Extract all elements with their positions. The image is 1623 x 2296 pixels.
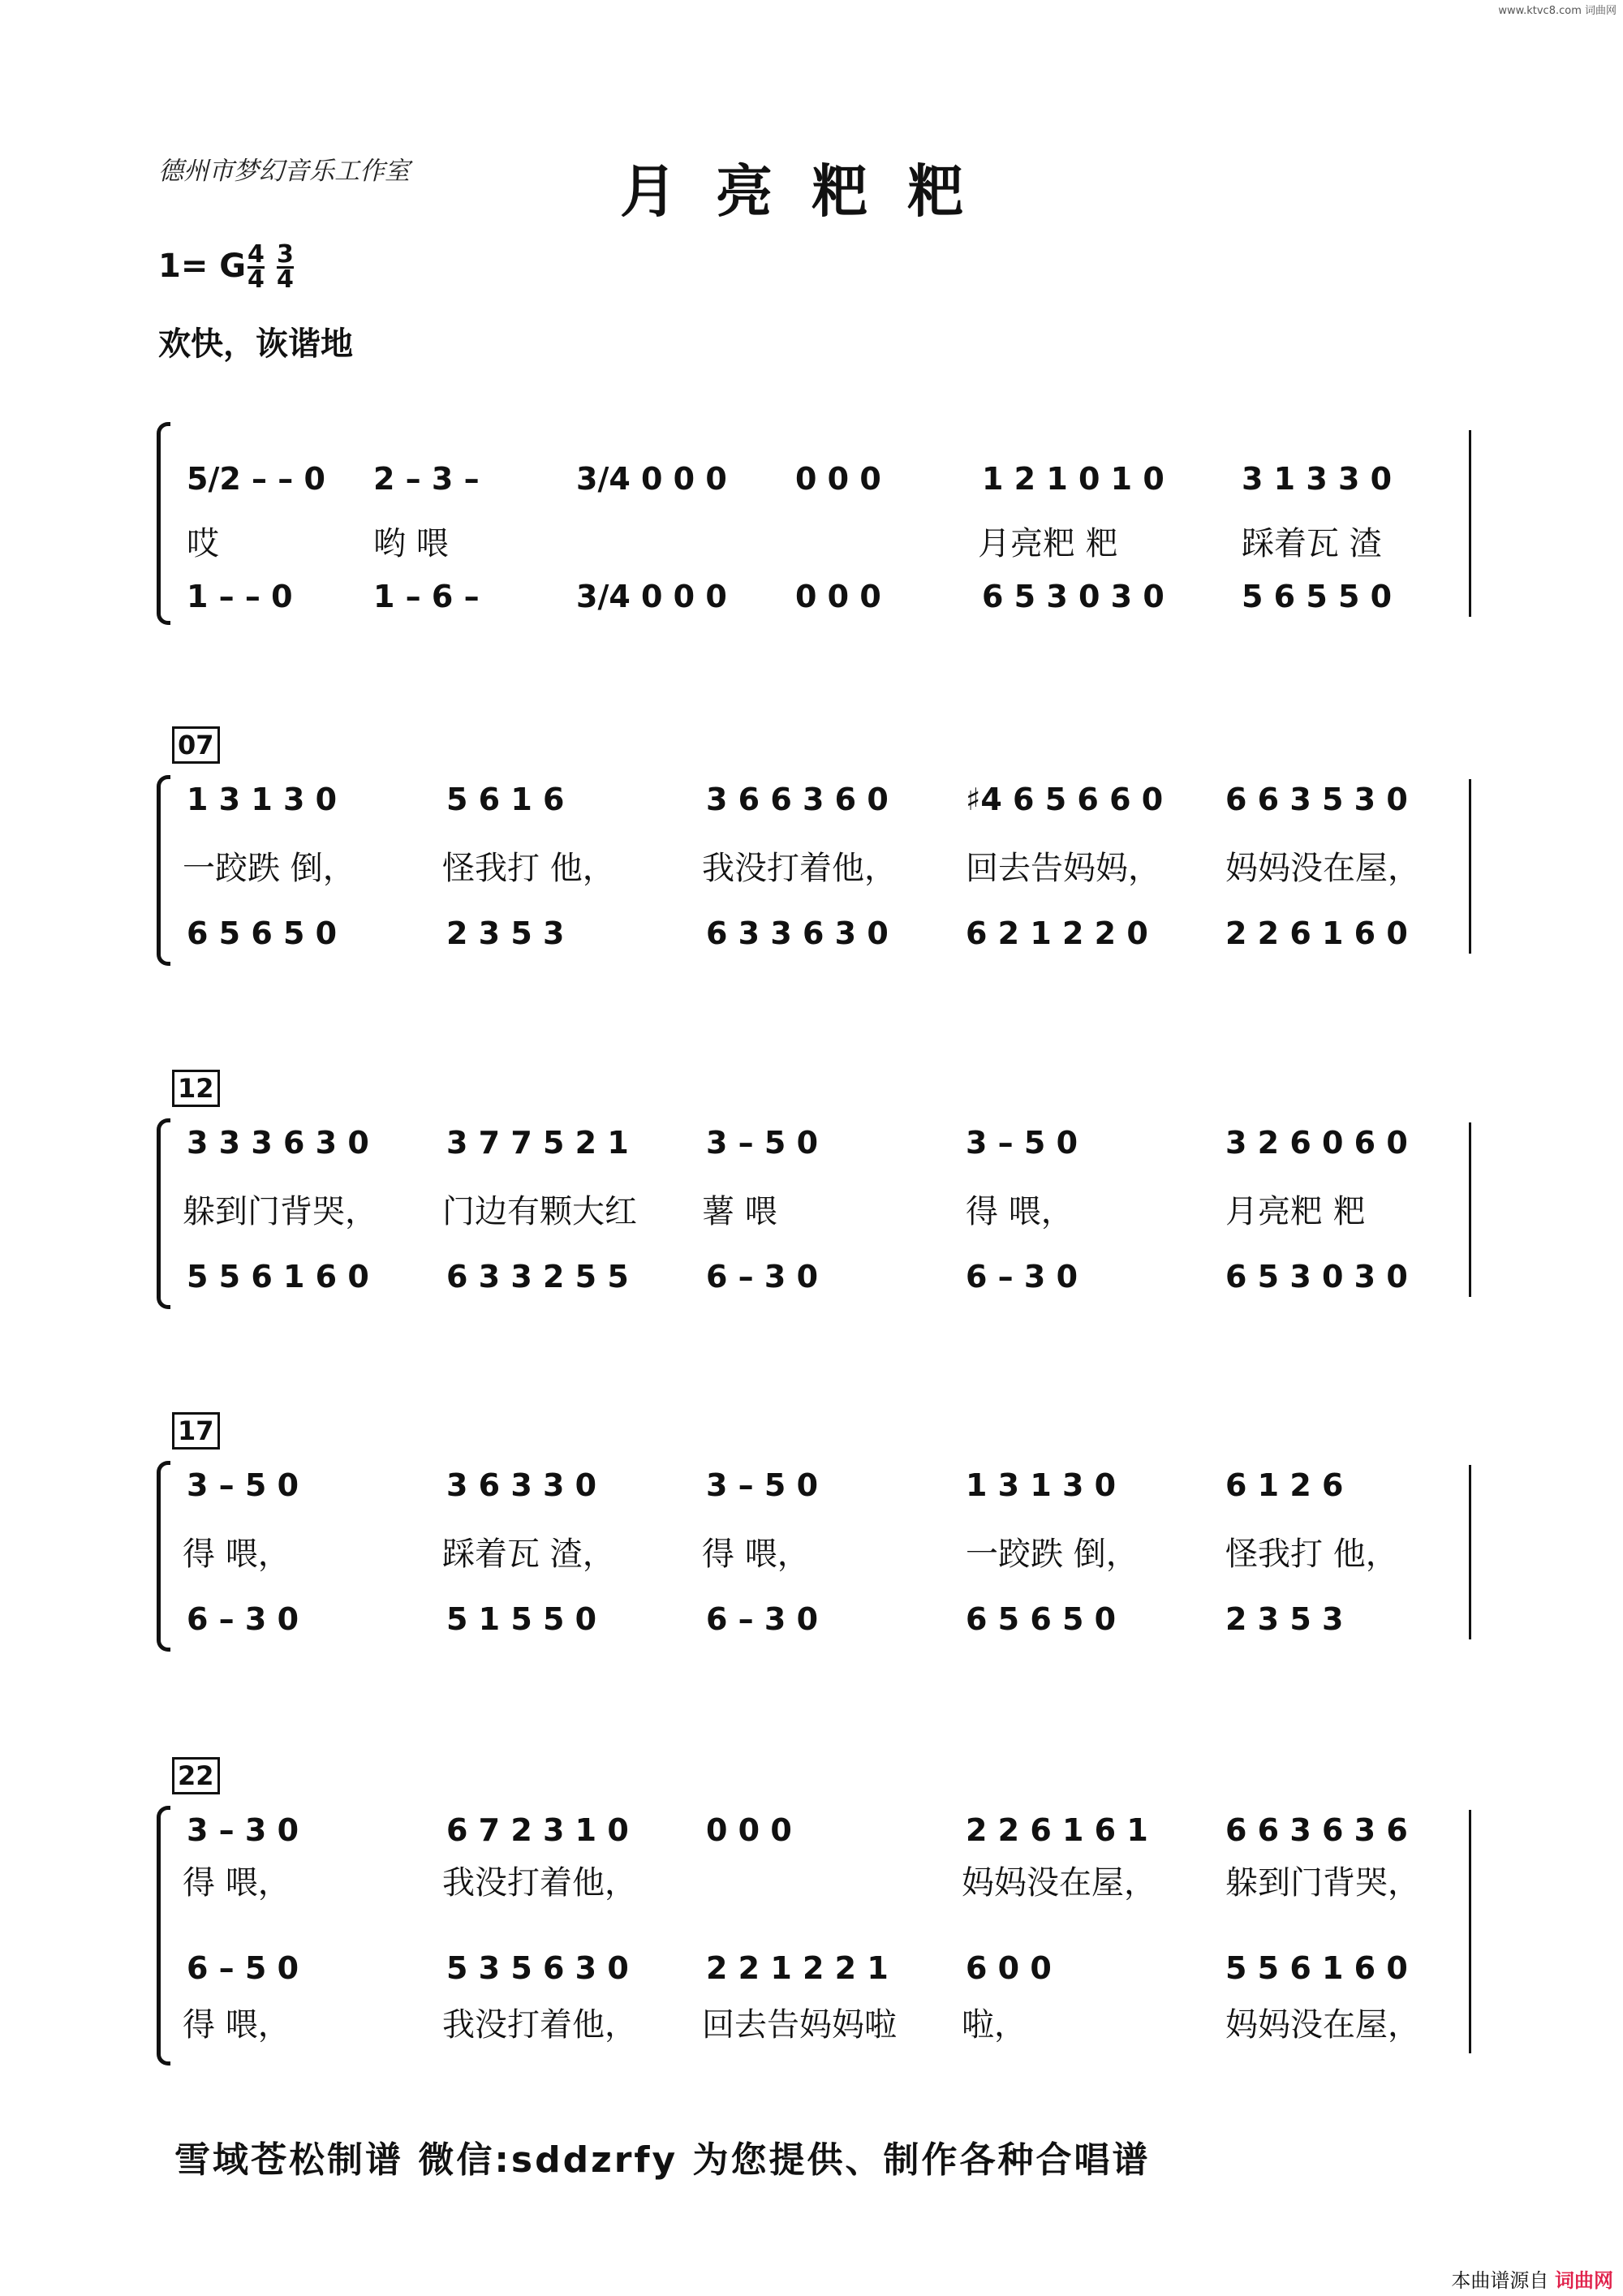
time-signature-3-4 bbox=[276, 240, 294, 294]
source-note bbox=[1451, 2264, 1613, 2293]
lyric-measure-25: 啦， bbox=[962, 2006, 1027, 2044]
measure-9: 6 3 3 6 3 0 bbox=[706, 915, 889, 951]
measure-6: 3 1 3 3 0 bbox=[1242, 461, 1393, 497]
measure-21: 2 3 5 3 bbox=[1225, 1601, 1344, 1637]
measure-19: 3 – 5 0 bbox=[706, 1467, 819, 1503]
lyric-measure-8: 怪我打 他， bbox=[442, 850, 615, 887]
lyric-measure-11: 妈妈没在屋， bbox=[1225, 850, 1420, 887]
lyric-measure-26: 躲到门背哭， bbox=[1225, 1864, 1420, 1902]
measure-23: 6 7 2 3 1 0 bbox=[446, 1812, 629, 1848]
upper-voice-row bbox=[187, 779, 1469, 820]
measure-25: 6 0 0 bbox=[966, 1950, 1052, 1986]
time-signatures bbox=[248, 240, 302, 294]
bar-line bbox=[1469, 779, 1471, 954]
lyric-measure-18: 踩着瓦 渣， bbox=[442, 1536, 615, 1573]
measure-21: 6 1 2 6 bbox=[1225, 1467, 1344, 1503]
site-url: www.ktvc8.com 词曲网 bbox=[1498, 5, 1617, 17]
bar-line bbox=[1469, 1810, 1471, 2053]
measure-16: 3 2 6 0 6 0 bbox=[1225, 1125, 1408, 1161]
system-number: 17 bbox=[172, 1412, 220, 1450]
measure-24: 2 2 1 2 2 1 bbox=[706, 1950, 889, 1986]
upper-lyric-row bbox=[183, 1863, 1465, 1903]
system-number: 22 bbox=[172, 1757, 220, 1794]
measure-8: 5 6 1 6 bbox=[446, 782, 565, 817]
measure-19: 6 – 3 0 bbox=[706, 1601, 819, 1637]
tempo-marking: 欢快，诙谐地 bbox=[158, 325, 353, 363]
lyric-measure-17: 得 喂， bbox=[183, 1536, 291, 1573]
measure-10: ♯4 6 5 6 6 0 bbox=[966, 782, 1164, 817]
measure-15: 6 – 3 0 bbox=[966, 1259, 1078, 1294]
key-signature: 1= G bbox=[158, 248, 247, 285]
lower-voice-row bbox=[187, 1256, 1469, 1297]
studio-name: 德州市梦幻音乐工作室 bbox=[158, 157, 410, 185]
measure-16: 6 5 3 0 3 0 bbox=[1225, 1259, 1408, 1294]
measure-12: 3 3 3 6 3 0 bbox=[187, 1125, 369, 1161]
lyric-measure-19: 得 喂， bbox=[702, 1536, 810, 1573]
lyric-measure-22: 得 喂， bbox=[183, 2006, 291, 2044]
lyric-row bbox=[187, 523, 1469, 564]
measure-4: 0 0 0 bbox=[795, 579, 881, 614]
lyric-row bbox=[183, 848, 1465, 889]
lower-voice-row bbox=[187, 1948, 1469, 1988]
measure-13: 6 3 3 2 5 5 bbox=[446, 1259, 629, 1294]
lyric-measure-22: 得 喂， bbox=[183, 1864, 291, 1902]
lower-voice-row bbox=[187, 1599, 1469, 1639]
time-sig-den: 4 bbox=[248, 265, 265, 294]
lyric-measure-9: 我没打着他， bbox=[702, 850, 897, 887]
system-number: 12 bbox=[172, 1070, 220, 1107]
measure-7: 6 5 6 5 0 bbox=[187, 915, 338, 951]
lyric-measure-6: 踩着瓦 渣 bbox=[1242, 525, 1382, 562]
measure-18: 5 1 5 5 0 bbox=[446, 1601, 597, 1637]
measure-4: 0 0 0 bbox=[795, 461, 881, 497]
measure-17: 3 – 5 0 bbox=[187, 1467, 299, 1503]
measure-20: 6 5 6 5 0 bbox=[966, 1601, 1117, 1637]
measure-5: 6 5 3 0 3 0 bbox=[982, 579, 1165, 614]
bar-line bbox=[1469, 430, 1471, 617]
bar-line bbox=[1469, 1122, 1471, 1297]
footer-credit: 雪域苍松制谱 微信:sddzrfy 为您提供、制作各种合唱谱 bbox=[174, 2139, 1151, 2181]
measure-23: 5 3 5 6 3 0 bbox=[446, 1950, 629, 1986]
measure-22: 3 – 3 0 bbox=[187, 1812, 299, 1848]
measure-14: 3 – 5 0 bbox=[706, 1125, 819, 1161]
measure-1: 5/2 – – 0 bbox=[187, 461, 325, 497]
system-brace bbox=[157, 1806, 170, 2066]
measure-9: 3 6 6 3 6 0 bbox=[706, 782, 889, 817]
source-prefix: 本曲谱源自 bbox=[1451, 2269, 1549, 2292]
lyric-measure-2: 哟 喂 bbox=[373, 525, 449, 562]
measure-1: 1 – – 0 bbox=[187, 579, 293, 614]
measure-26: 5 5 6 1 6 0 bbox=[1225, 1950, 1408, 1986]
system-brace bbox=[157, 775, 170, 966]
measure-26: 6 6 3 6 3 6 bbox=[1225, 1812, 1408, 1848]
measure-5: 1 2 1 0 1 0 bbox=[982, 461, 1165, 497]
measure-25: 2 2 6 1 6 1 bbox=[966, 1812, 1148, 1848]
lyric-row bbox=[183, 1534, 1465, 1574]
measure-3: 3/4 0 0 0 bbox=[576, 461, 727, 497]
measure-20: 1 3 1 3 0 bbox=[966, 1467, 1117, 1503]
measure-11: 6 6 3 5 3 0 bbox=[1225, 782, 1408, 817]
measure-2: 2 – 3 – bbox=[373, 461, 480, 497]
song-title: 月亮粑粑 bbox=[620, 158, 1003, 225]
lower-voice-row bbox=[187, 913, 1469, 954]
system-brace bbox=[157, 1118, 170, 1309]
lyric-measure-26: 妈妈没在屋， bbox=[1225, 2006, 1420, 2044]
upper-voice-row bbox=[187, 1810, 1469, 1850]
lyric-measure-15: 得 喂， bbox=[966, 1193, 1074, 1230]
lyric-measure-14: 薯 喂 bbox=[702, 1193, 777, 1230]
lyric-measure-13: 门边有颗大红 bbox=[442, 1193, 637, 1230]
upper-voice-row bbox=[187, 459, 1469, 499]
lyric-measure-23: 我没打着他， bbox=[442, 2006, 637, 2044]
lyric-measure-7: 一跤跌 倒， bbox=[183, 850, 355, 887]
system-brace bbox=[157, 422, 170, 625]
measure-24: 0 0 0 bbox=[706, 1812, 792, 1848]
measure-6: 5 6 5 5 0 bbox=[1242, 579, 1393, 614]
lyric-measure-23: 我没打着他， bbox=[442, 1864, 637, 1902]
measure-12: 5 5 6 1 6 0 bbox=[187, 1259, 369, 1294]
source-logo[interactable]: 词曲网 bbox=[1555, 2269, 1613, 2292]
time-sig-den: 4 bbox=[276, 265, 294, 294]
lyric-measure-25: 妈妈没在屋， bbox=[962, 1864, 1156, 1902]
measure-22: 6 – 5 0 bbox=[187, 1950, 299, 1986]
measure-2: 1 – 6 – bbox=[373, 579, 480, 614]
system-brace bbox=[157, 1461, 170, 1652]
system-number: 07 bbox=[172, 726, 220, 764]
time-sig-num: 3 bbox=[276, 240, 294, 269]
measure-13: 3 7 7 5 2 1 bbox=[446, 1125, 629, 1161]
bar-line bbox=[1469, 1465, 1471, 1639]
lyric-measure-24: 回去告妈妈啦 bbox=[702, 2006, 897, 2044]
measure-15: 3 – 5 0 bbox=[966, 1125, 1078, 1161]
measure-18: 3 6 3 3 0 bbox=[446, 1467, 597, 1503]
lyric-measure-20: 一跤跌 倒， bbox=[966, 1536, 1139, 1573]
lyric-measure-5: 月亮粑 粑 bbox=[978, 525, 1118, 562]
upper-voice-row bbox=[187, 1122, 1469, 1163]
measure-11: 2 2 6 1 6 0 bbox=[1225, 915, 1408, 951]
lyric-measure-12: 躲到门背哭， bbox=[183, 1193, 377, 1230]
measure-7: 1 3 1 3 0 bbox=[187, 782, 338, 817]
measure-10: 6 2 1 2 2 0 bbox=[966, 915, 1148, 951]
lyric-measure-21: 怪我打 他， bbox=[1225, 1536, 1398, 1573]
upper-voice-row bbox=[187, 1465, 1469, 1506]
time-signature-4-4 bbox=[248, 240, 265, 294]
lyric-measure-10: 回去告妈妈， bbox=[966, 850, 1160, 887]
lyric-measure-16: 月亮粑 粑 bbox=[1225, 1193, 1366, 1230]
measure-17: 6 – 3 0 bbox=[187, 1601, 299, 1637]
measure-8: 2 3 5 3 bbox=[446, 915, 565, 951]
lyric-row bbox=[183, 1191, 1465, 1232]
lyric-measure-1: 哎 bbox=[187, 525, 219, 562]
measure-3: 3/4 0 0 0 bbox=[576, 579, 727, 614]
lower-lyric-row bbox=[183, 2005, 1465, 2045]
time-sig-num: 4 bbox=[248, 240, 265, 269]
lower-voice-row bbox=[187, 576, 1469, 617]
measure-14: 6 – 3 0 bbox=[706, 1259, 819, 1294]
